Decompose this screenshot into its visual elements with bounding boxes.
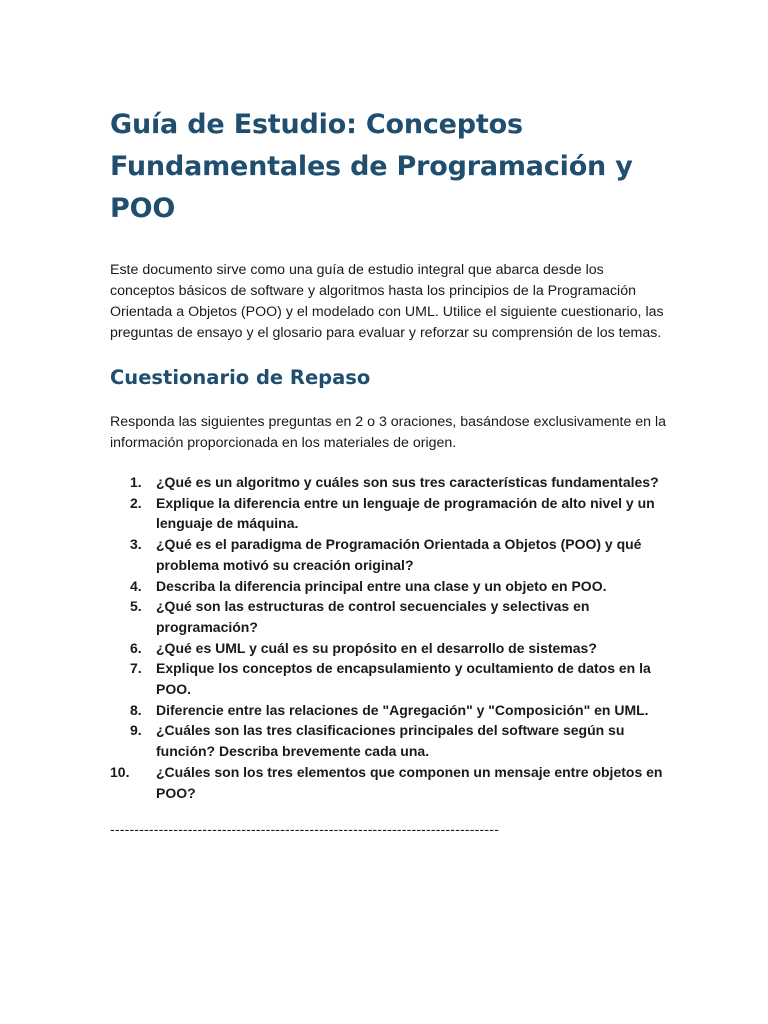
question-item <box>110 700 670 721</box>
question-item <box>110 638 670 659</box>
question-text: ¿Qué es el paradigma de Programación Orientada a Objetos (POO) y qué problema motivó su creación original? <box>156 536 642 573</box>
question-item <box>110 493 670 534</box>
question-text: Explique la diferencia entre un lenguaje de programación de alto nivel y un lenguaje de máquina. <box>156 494 655 532</box>
question-item <box>110 472 670 493</box>
instructions-paragraph: Responda las siguientes preguntas en 2 o 3 oraciones, basándose exclusivamente en la información proporcionada en los materiales de origen. <box>110 414 667 451</box>
question-number: 4. <box>130 577 142 594</box>
question-item <box>110 658 670 699</box>
question-number: 10. <box>110 763 130 780</box>
question-text: ¿Qué son las estructuras de control secuenciales y selectivas en programación? <box>156 598 590 635</box>
question-item <box>110 762 670 803</box>
question-text: Explique los conceptos de encapsulamiento y ocultamiento de datos en la POO. <box>156 660 651 698</box>
intro-paragraph: Este documento sirve como una guía de estudio integral que abarca desde los conceptos básicos de software y algoritmos hasta los principios de la Programación Orientada a Objetos (POO) y el modelado con UML. Utilice el siguiente cuestionario, las preguntas de ensayo y el glosario para evaluar y reforzar su comprensión de los temas. <box>110 262 664 341</box>
question-text: ¿Cuáles son las tres clasificaciones principales del software según su función? Describa brevemente cada una. <box>156 722 625 760</box>
question-list <box>110 472 670 803</box>
question-number: 5. <box>130 598 142 615</box>
question-number: 8. <box>130 701 142 718</box>
page-title: Guía de Estudio: Conceptos Fundamentales de Programación y POO <box>110 109 633 224</box>
question-number: 9. <box>130 722 142 739</box>
question-number: 7. <box>130 660 142 677</box>
question-text: ¿Cuáles son los tres elementos que componen un mensaje entre objetos en POO? <box>156 763 663 801</box>
question-item <box>110 720 670 761</box>
question-text: Describa la diferencia principal entre una clase y un objeto en POO. <box>156 577 607 594</box>
section-heading: Cuestionario de Repaso <box>110 366 371 389</box>
question-number: 2. <box>130 494 142 511</box>
question-text: ¿Qué es un algoritmo y cuáles son sus tres características fundamentales? <box>156 474 659 490</box>
question-item <box>110 534 670 575</box>
question-item <box>110 576 670 597</box>
question-text: Diferencie entre las relaciones de "Agregación" y "Composición" en UML. <box>156 701 649 718</box>
question-item <box>110 596 670 637</box>
question-number: 6. <box>130 639 142 656</box>
question-text: ¿Qué es UML y cuál es su propósito en el desarrollo de sistemas? <box>156 639 597 656</box>
section-divider: -------------------------------------------------------------------------------- <box>110 821 499 838</box>
question-number: 3. <box>130 536 142 553</box>
document-page <box>110 104 670 839</box>
question-number: 1. <box>130 474 142 490</box>
